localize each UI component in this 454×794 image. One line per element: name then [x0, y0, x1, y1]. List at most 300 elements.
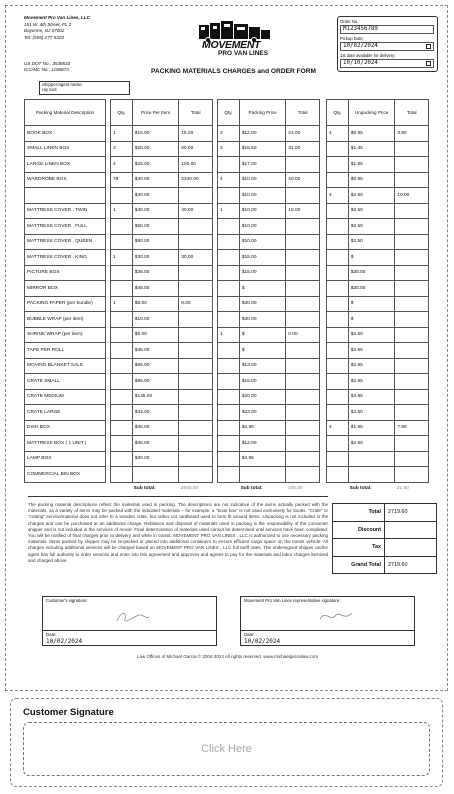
table-row [111, 451, 213, 467]
price-cell: $65.00 [132, 358, 178, 374]
total-cell[interactable]: 8.00 [179, 296, 213, 312]
qty-cell[interactable] [327, 141, 349, 157]
price-cell: $10.00 [239, 219, 285, 235]
header-qty: Qty. [218, 100, 240, 126]
total-cell[interactable] [179, 312, 213, 328]
total-cell[interactable] [179, 265, 213, 281]
qty-cell[interactable] [327, 203, 349, 219]
table-row [327, 374, 429, 390]
price-cell: $15.00 [239, 250, 285, 266]
rep-signature-label: Movement Pro Van Lines representative signature: [244, 598, 341, 603]
total-cell[interactable] [395, 312, 429, 328]
total-cell[interactable] [395, 436, 429, 452]
total-cell[interactable] [395, 219, 429, 235]
total-cell[interactable]: 10.00 [286, 203, 320, 219]
qty-cell[interactable]: 1 [111, 126, 133, 142]
total-cell[interactable]: 60.00 [179, 141, 213, 157]
qty-cell[interactable] [218, 451, 240, 467]
table-row [25, 343, 106, 359]
price-cell: $2.95 [348, 374, 395, 390]
price-cell: $12.00 [239, 126, 285, 142]
total-cell[interactable] [286, 281, 320, 297]
table-row [218, 374, 320, 390]
total-cell[interactable]: 7.80 [395, 420, 429, 436]
total-cell[interactable]: 24.00 [286, 126, 320, 142]
pickup-date-field[interactable] [340, 42, 434, 51]
table-row [25, 374, 106, 390]
discount-label: Discount [333, 521, 385, 539]
price-cell: $34.00 [132, 405, 178, 421]
material-description: PICTURE BOX [25, 265, 106, 281]
qty-cell[interactable]: 4 [327, 188, 349, 204]
discount-value[interactable] [385, 521, 437, 539]
table-row [111, 234, 213, 250]
qty-cell[interactable] [218, 405, 240, 421]
table-row [218, 312, 320, 328]
customer-signature-section [10, 698, 443, 787]
total-cell[interactable] [286, 436, 320, 452]
total-cell[interactable] [286, 250, 320, 266]
total-cell[interactable] [395, 467, 429, 483]
table-row [25, 203, 106, 219]
qty-cell[interactable] [218, 420, 240, 436]
total-cell[interactable] [286, 451, 320, 467]
table-row [218, 250, 320, 266]
price-cell: $10.00 [132, 312, 178, 328]
tax-value[interactable] [385, 539, 437, 557]
qty-cell[interactable] [111, 312, 133, 328]
total-cell[interactable] [179, 420, 213, 436]
qty-cell[interactable] [327, 234, 349, 250]
qty-cell[interactable] [327, 296, 349, 312]
qty-cell[interactable] [327, 250, 349, 266]
price-cell: $2.50 [348, 405, 395, 421]
table-row [327, 405, 429, 421]
qty-cell[interactable] [327, 157, 349, 173]
material-description: TAPE PER ROLL [25, 343, 106, 359]
total-cell[interactable] [179, 219, 213, 235]
price-cell: $12.00 [239, 436, 285, 452]
qty-cell[interactable] [111, 436, 133, 452]
qty-cell[interactable]: 3 [111, 141, 133, 157]
material-description: COMMERCIAL BIN BOX [25, 467, 106, 483]
table-row [25, 451, 106, 467]
total-cell[interactable]: 2340.00 [179, 172, 213, 188]
material-description: LARGE LINEN BOX [25, 157, 106, 173]
qty-cell[interactable]: 4 [327, 420, 349, 436]
qty-cell[interactable] [111, 389, 133, 405]
table-row [327, 281, 429, 297]
total-cell[interactable]: 30.00 [179, 250, 213, 266]
table-row [25, 219, 106, 235]
qty-cell[interactable] [111, 234, 133, 250]
price-cell: $2.50 [348, 203, 395, 219]
price-cell: $23.00 [239, 405, 285, 421]
qty-cell[interactable]: 1 [111, 296, 133, 312]
table-row [327, 203, 429, 219]
table-row [111, 281, 213, 297]
total-cell[interactable] [179, 389, 213, 405]
signature-line [43, 630, 216, 631]
qty-cell[interactable] [327, 436, 349, 452]
qty-cell[interactable] [218, 312, 240, 328]
table-row [111, 312, 213, 328]
total-cell[interactable] [286, 467, 320, 483]
table-row [327, 312, 429, 328]
company-name: Movement Pro Van Lines, LLC [24, 15, 90, 20]
company-info [24, 15, 134, 41]
total-cell[interactable] [286, 157, 320, 173]
agent-name-label: Shipper/agent name: [42, 82, 83, 87]
total-cell[interactable] [286, 188, 320, 204]
qty-cell[interactable] [218, 219, 240, 235]
table-row [327, 172, 429, 188]
total-cell[interactable] [179, 467, 213, 483]
total-cell[interactable] [395, 234, 429, 250]
price-cell: $5.00 [132, 327, 178, 343]
table-row [25, 141, 106, 157]
table-row [25, 188, 106, 204]
qty-cell[interactable] [218, 467, 240, 483]
company-address1: 151 W. 4th Street, FL 2 [24, 21, 72, 27]
customer-signature-title: Customer Signature [23, 707, 114, 718]
price-cell: $2.95 [348, 343, 395, 359]
qty-cell[interactable] [111, 451, 133, 467]
delivery-date-field[interactable] [340, 59, 434, 68]
qty-cell[interactable] [218, 265, 240, 281]
material-description: MIRROR BOX [25, 281, 106, 297]
rep-signature-box[interactable] [240, 596, 415, 646]
qty-cell[interactable] [111, 420, 133, 436]
table-row [218, 343, 320, 359]
total-cell[interactable] [179, 188, 213, 204]
table-row [111, 405, 213, 421]
table-row [25, 436, 106, 452]
price-cell: $45.00 [132, 281, 178, 297]
qty-cell[interactable] [111, 467, 133, 483]
total-label: Total [333, 504, 385, 522]
price-cell: $0.95 [348, 126, 395, 142]
material-description: BUBBLE WRAP (per item) [25, 312, 106, 328]
total-cell[interactable] [179, 234, 213, 250]
total-cell[interactable] [395, 281, 429, 297]
total-cell[interactable]: 0.00 [286, 327, 320, 343]
qty-cell[interactable]: 1 [111, 250, 133, 266]
total-cell[interactable] [286, 234, 320, 250]
table-row [218, 420, 320, 436]
total-cell[interactable] [286, 389, 320, 405]
total-cell[interactable] [395, 250, 429, 266]
qty-cell[interactable]: 1 [218, 203, 240, 219]
table-row [111, 436, 213, 452]
total-cell[interactable] [286, 374, 320, 390]
grand-total-value[interactable]: 2719.60 [385, 556, 437, 574]
table-row [111, 265, 213, 281]
total-cell[interactable]: 40.00 [286, 172, 320, 188]
total-cell[interactable] [395, 265, 429, 281]
table-row [218, 327, 320, 343]
table-row [111, 172, 213, 188]
table-row [111, 358, 213, 374]
total-cell[interactable] [286, 405, 320, 421]
qty-cell[interactable] [327, 327, 349, 343]
qty-cell[interactable] [327, 405, 349, 421]
table-row [218, 451, 320, 467]
qty-cell[interactable] [111, 374, 133, 390]
rep-date-value[interactable]: 10/02/2024 [244, 638, 281, 645]
qty-cell[interactable]: 2 [218, 126, 240, 142]
agent-name-box[interactable] [39, 81, 130, 95]
qty-cell[interactable]: 4 [327, 126, 349, 142]
qty-cell[interactable] [111, 188, 133, 204]
subtotal-row [218, 482, 320, 495]
table-row [111, 157, 213, 173]
qty-cell[interactable] [218, 296, 240, 312]
table-row [218, 203, 320, 219]
qty-cell[interactable]: 1 [111, 203, 133, 219]
table-row [218, 436, 320, 452]
signature-line [241, 630, 414, 631]
qty-cell[interactable] [327, 451, 349, 467]
qty-cell[interactable] [218, 234, 240, 250]
table-row [25, 327, 106, 343]
dot-info [24, 61, 70, 74]
table-row [25, 281, 106, 297]
qty-cell[interactable] [327, 172, 349, 188]
qty-cell[interactable] [218, 250, 240, 266]
total-cell[interactable] [395, 203, 429, 219]
total-cell[interactable] [179, 374, 213, 390]
total-cell[interactable]: 100.00 [179, 157, 213, 173]
price-cell: $2.50 [348, 327, 395, 343]
qty-cell[interactable] [111, 358, 133, 374]
qty-cell[interactable] [111, 281, 133, 297]
material-description: SHRINK WRAP (per item) [25, 327, 106, 343]
table-row [218, 188, 320, 204]
material-description: MATTRESS COVER , FULL [25, 219, 106, 235]
price-cell: $1.95 [348, 420, 395, 436]
total-cell[interactable] [286, 343, 320, 359]
qty-cell[interactable] [327, 343, 349, 359]
total-cell[interactable]: 31.00 [286, 141, 320, 157]
price-cell: $10.00 [239, 203, 285, 219]
material-description [25, 188, 106, 204]
price-cell: $45.00 [132, 420, 178, 436]
total-cell[interactable] [395, 343, 429, 359]
total-cell[interactable]: 15.00 [179, 126, 213, 142]
description-table [24, 99, 106, 483]
qty-cell[interactable]: 4 [218, 172, 240, 188]
price-cell: $10.00 [239, 188, 285, 204]
total-cell[interactable]: 10.00 [395, 188, 429, 204]
material-description: SMALL LINEN BOX [25, 141, 106, 157]
price-cell: $30.00 [239, 296, 285, 312]
qty-cell[interactable]: 2 [218, 141, 240, 157]
total-cell[interactable] [286, 420, 320, 436]
material-description: MATTRESS COVER , TWIN [25, 203, 106, 219]
table-row [327, 126, 429, 142]
table-row [327, 157, 429, 173]
qty-cell[interactable] [218, 436, 240, 452]
delivery-date-label: 1st date available for delivery: [340, 53, 396, 58]
table-row [25, 405, 106, 421]
price-cell: $15.00 [239, 265, 285, 281]
customer-signature-label: Customer's signature: [46, 598, 88, 603]
table-row [111, 467, 213, 483]
material-description: WARDROBE BOX [25, 172, 106, 188]
qty-cell[interactable] [218, 281, 240, 297]
table-row [218, 358, 320, 374]
total-value[interactable]: 2719.60 [385, 504, 437, 522]
total-cell[interactable] [179, 327, 213, 343]
qty-cell[interactable] [218, 157, 240, 173]
total-cell[interactable]: 40.00 [179, 203, 213, 219]
table-row [327, 265, 429, 281]
total-cell[interactable] [286, 219, 320, 235]
table-row [218, 157, 320, 173]
qty-cell[interactable] [111, 343, 133, 359]
total-cell[interactable] [286, 358, 320, 374]
total-cell[interactable] [395, 405, 429, 421]
qty-cell[interactable] [327, 219, 349, 235]
total-cell[interactable] [395, 389, 429, 405]
subtotal-value: 105.00 [287, 486, 303, 492]
qty-cell[interactable] [327, 374, 349, 390]
qty-cell[interactable] [327, 265, 349, 281]
subtotal-row [111, 482, 213, 495]
qty-cell[interactable]: 1 [218, 327, 240, 343]
icc-number: ICC/MC No.: 1180873 [24, 67, 69, 73]
company-logo [196, 19, 276, 59]
material-description: CRATE MEDIUM [25, 389, 106, 405]
table-row [218, 281, 320, 297]
qty-cell[interactable] [111, 265, 133, 281]
total-cell[interactable] [179, 281, 213, 297]
total-cell[interactable] [179, 436, 213, 452]
qty-cell[interactable] [327, 389, 349, 405]
price-cell: $3.95 [348, 389, 395, 405]
total-cell[interactable] [286, 296, 320, 312]
logo-word-pro-van-lines: PRO VAN LINES [218, 50, 269, 57]
table-row [25, 420, 106, 436]
price-cell [239, 467, 285, 483]
price-cell: $30.00 [132, 188, 178, 204]
price-cell: $10.00 [239, 172, 285, 188]
pickup-date-value: 10/02/2024 [343, 43, 378, 49]
price-cell: $ [239, 281, 285, 297]
qty-cell[interactable]: 4 [111, 157, 133, 173]
total-cell[interactable] [179, 358, 213, 374]
table-row [327, 250, 429, 266]
table-row [327, 343, 429, 359]
qty-cell[interactable] [111, 219, 133, 235]
price-cell: $30.00 [132, 172, 178, 188]
order-form-sheet [5, 5, 448, 691]
qty-cell[interactable] [327, 358, 349, 374]
total-cell[interactable] [395, 157, 429, 173]
signature-click-area[interactable]: Click Here [23, 722, 430, 776]
total-cell[interactable] [179, 451, 213, 467]
grand-total-label: Grand Total [333, 556, 385, 574]
calendar-icon[interactable] [426, 61, 431, 66]
price-cell: $35.00 [132, 343, 178, 359]
table-row [111, 219, 213, 235]
qty-cell[interactable] [218, 343, 240, 359]
header-total: Total [395, 100, 429, 126]
table-row [218, 219, 320, 235]
total-cell[interactable] [395, 172, 429, 188]
total-cell[interactable]: 3.80 [395, 126, 429, 142]
order-no-field[interactable]: M123456789 [340, 25, 434, 34]
total-cell[interactable] [395, 374, 429, 390]
qty-cell[interactable] [111, 327, 133, 343]
price-cell: $30.00 [132, 250, 178, 266]
qty-cell[interactable] [327, 312, 349, 328]
delivery-date-value: 10/10/2024 [343, 60, 378, 66]
table-row [327, 451, 429, 467]
header-packing-price: Packing Price [239, 100, 285, 126]
total-cell[interactable] [395, 327, 429, 343]
price-cell: $95.00 [132, 374, 178, 390]
packing-price-table [217, 99, 320, 495]
total-cell[interactable] [395, 451, 429, 467]
price-cell: $45.00 [132, 436, 178, 452]
customer-signature-box[interactable] [42, 596, 217, 646]
price-cell: $15.00 [132, 126, 178, 142]
total-cell[interactable] [179, 343, 213, 359]
price-cell: $30.00 [348, 281, 395, 297]
material-description: DISH BOX [25, 420, 106, 436]
price-cell [348, 467, 395, 483]
table-row [218, 265, 320, 281]
unpacking-price-table [326, 99, 429, 495]
price-cell: $4.95 [239, 451, 285, 467]
total-cell[interactable] [179, 405, 213, 421]
material-description: MATTRESS BOX ( 1 UNIT ) [25, 436, 106, 452]
total-cell[interactable] [395, 141, 429, 157]
qty-cell[interactable] [218, 188, 240, 204]
totals-table [332, 503, 437, 574]
table-row [111, 188, 213, 204]
qty-cell[interactable] [111, 405, 133, 421]
table-row [25, 126, 106, 142]
header-qty: Qty. [327, 100, 349, 126]
price-cell: $8.00 [132, 296, 178, 312]
customer-date-value[interactable]: 10/02/2024 [46, 638, 83, 645]
calendar-icon[interactable] [426, 44, 431, 49]
qty-cell[interactable] [218, 389, 240, 405]
table-row [25, 172, 106, 188]
qty-cell[interactable] [218, 374, 240, 390]
table-row [111, 374, 213, 390]
header-qty: Qty. [111, 100, 133, 126]
qty-cell[interactable] [327, 281, 349, 297]
total-cell[interactable] [286, 265, 320, 281]
price-cell: $2.50 [348, 188, 395, 204]
total-cell[interactable] [395, 358, 429, 374]
table-row [327, 358, 429, 374]
table-row [25, 234, 106, 250]
price-cell: $ [239, 343, 285, 359]
qty-cell[interactable] [218, 358, 240, 374]
price-cell: $17.00 [239, 157, 285, 173]
price-cell: $20.00 [132, 141, 178, 157]
total-cell[interactable] [395, 296, 429, 312]
qty-cell[interactable] [327, 467, 349, 483]
material-description: BOOK BOX [25, 126, 106, 142]
qty-cell[interactable]: 78 [111, 172, 133, 188]
total-cell[interactable] [286, 312, 320, 328]
